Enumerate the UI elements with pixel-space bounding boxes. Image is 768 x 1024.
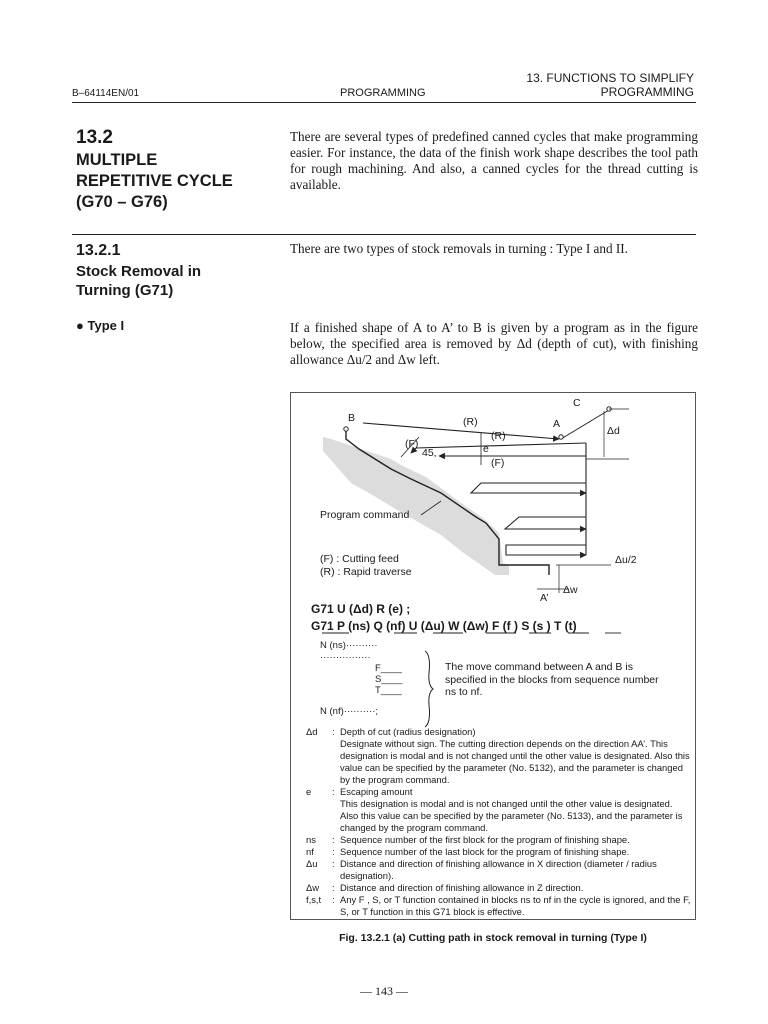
definition-row xyxy=(306,858,691,882)
type1-label: Type I xyxy=(87,318,125,333)
cutting-pass-1 xyxy=(411,443,586,453)
definition-text: Sequence number of the last block for the program of finishing shape. xyxy=(340,846,630,857)
definition-text: Escaping amount This designation is modal and is not changed until the other value is designated. Also this value can be specified by the parameter (No. 5133), and the parameter is changed by the program command. xyxy=(340,786,683,833)
definition-key: e xyxy=(306,786,312,797)
header-rule xyxy=(72,102,696,103)
label-f2: (F) xyxy=(491,457,505,469)
definition-colon: : xyxy=(332,786,335,797)
label-dd: Δd xyxy=(607,425,620,437)
point-b xyxy=(344,427,348,431)
definition-text: Distance and direction of finishing allowance in Z direction. xyxy=(340,882,584,893)
figure-caption: Fig. 13.2.1 (a) Cutting path in stock removal in turning (Type I) xyxy=(339,932,647,944)
definition-key: Δw xyxy=(306,882,320,893)
rapid-path-top xyxy=(363,423,559,439)
block-f: F____ xyxy=(375,663,402,674)
section-intro-text: There are several types of predefined canned cycles that make programming easier. For instance, the data of the finish work shape describes the tool path for rough machining. And also, a canned cycles for the thread cutting is available. xyxy=(290,129,698,192)
label-r2: (R) xyxy=(491,430,506,442)
line-a-to-c xyxy=(561,410,609,439)
header-chapter xyxy=(526,71,694,99)
definition-key: ns xyxy=(306,834,316,845)
section-title-line: MULTIPLE xyxy=(76,151,158,169)
section-title-line: (G70 – G76) xyxy=(76,193,168,211)
definition-row xyxy=(306,894,691,918)
definition-colon: : xyxy=(332,858,335,869)
legend-rapid-traverse: (R) : Rapid traverse xyxy=(320,566,412,578)
label-program-command: Program command xyxy=(320,509,410,521)
section-title-line: REPETITIVE CYCLE xyxy=(76,172,233,190)
subsection-title xyxy=(76,262,201,300)
subsection-number: 13.2.1 xyxy=(76,242,121,259)
label-a-prime: A’ xyxy=(540,592,549,604)
cutting-pass-5 xyxy=(506,545,586,555)
definitions-list xyxy=(306,726,691,918)
block-note: The move command between A and B is specified in the blocks from sequence number ns to nf. xyxy=(445,661,659,698)
definition-row xyxy=(306,846,691,858)
command-line-2: G71 P (ns) Q (nf) U (Δu) W (Δw) F (f ) S (s ) T (t) xyxy=(311,619,577,633)
subsection-title-line: Stock Removal in xyxy=(76,263,202,280)
header-doc-id: B–64114EN/01 xyxy=(72,88,140,99)
definition-row xyxy=(306,726,691,786)
definition-colon: : xyxy=(332,846,335,857)
subsection-title-line: Turning (G71) xyxy=(76,282,174,299)
type1-text: If a finished shape of A to A’ to B is given by a program as in the figure below, the specified area is removed by Δd (depth of cut), with finishing allowance Δu/2 and Δw left. xyxy=(290,320,698,367)
section-title xyxy=(76,150,233,213)
definition-text: Any F , S, or T function contained in blocks ns to nf in the cycle is ignored, and the F, S, or T function in this G71 block is effective. xyxy=(340,894,691,917)
definition-colon: : xyxy=(332,834,335,845)
definition-colon: : xyxy=(332,726,335,737)
definition-key: nf xyxy=(306,846,314,857)
label-r1: (R) xyxy=(463,416,478,428)
command-line-1: G71 U (Δd) R (e) ; xyxy=(311,602,411,616)
definition-colon: : xyxy=(332,894,335,905)
definition-row xyxy=(306,786,691,834)
definition-text: Distance and direction of finishing allowance in X direction (diameter / radius designation). xyxy=(340,858,657,881)
block-n-nf: N (nf)··········; xyxy=(320,706,379,717)
brace xyxy=(425,651,433,727)
definition-row xyxy=(306,834,691,846)
label-angle: 45, xyxy=(422,447,437,459)
subsection-text: There are two types of stock removals in turning : Type I and II. xyxy=(290,241,628,256)
definition-key: f,s,t xyxy=(306,894,322,905)
definition-key: Δu xyxy=(306,858,318,869)
label-dw: Δw xyxy=(563,584,578,596)
cutting-pass-3 xyxy=(471,483,586,493)
definition-text: Depth of cut (radius designation) Designate without sign. The cutting direction depends on the direction AA’. This designation is modal and is not changed until the other value is designated. Also this value can be specified by the parameter (No. 5132), and the parameter is changed by the program command. xyxy=(340,726,690,785)
page-number: — 143 — xyxy=(360,984,408,998)
label-c: C xyxy=(573,397,581,409)
header-chapter-line2: PROGRAMMING xyxy=(600,85,694,99)
block-s: S____ xyxy=(375,674,403,685)
block-dots: ················ xyxy=(320,652,371,663)
definition-row xyxy=(306,882,691,894)
definition-text: Sequence number of the first block for the program of finishing shape. xyxy=(340,834,630,845)
legend-cutting-feed: (F) : Cutting feed xyxy=(320,553,399,565)
type1-heading xyxy=(76,318,124,333)
definition-key: Δd xyxy=(306,726,318,737)
definition-colon: : xyxy=(332,882,335,893)
block-n-ns: N (ns)·········· xyxy=(320,640,378,651)
label-b: B xyxy=(348,412,356,424)
label-e: e xyxy=(483,443,489,455)
label-du2: Δu/2 xyxy=(615,554,637,566)
header-center: PROGRAMMING xyxy=(340,87,426,99)
point-a xyxy=(559,435,563,439)
section-number: 13.2 xyxy=(76,127,113,148)
header-chapter-line1: 13. FUNCTIONS TO SIMPLIFY xyxy=(526,71,694,85)
label-f1: (F) xyxy=(405,438,419,450)
block-t: T____ xyxy=(375,685,402,696)
cutting-pass-4 xyxy=(505,517,586,529)
section-rule xyxy=(72,234,696,235)
bullet-icon: ● xyxy=(76,318,84,333)
label-a: A xyxy=(553,418,561,430)
